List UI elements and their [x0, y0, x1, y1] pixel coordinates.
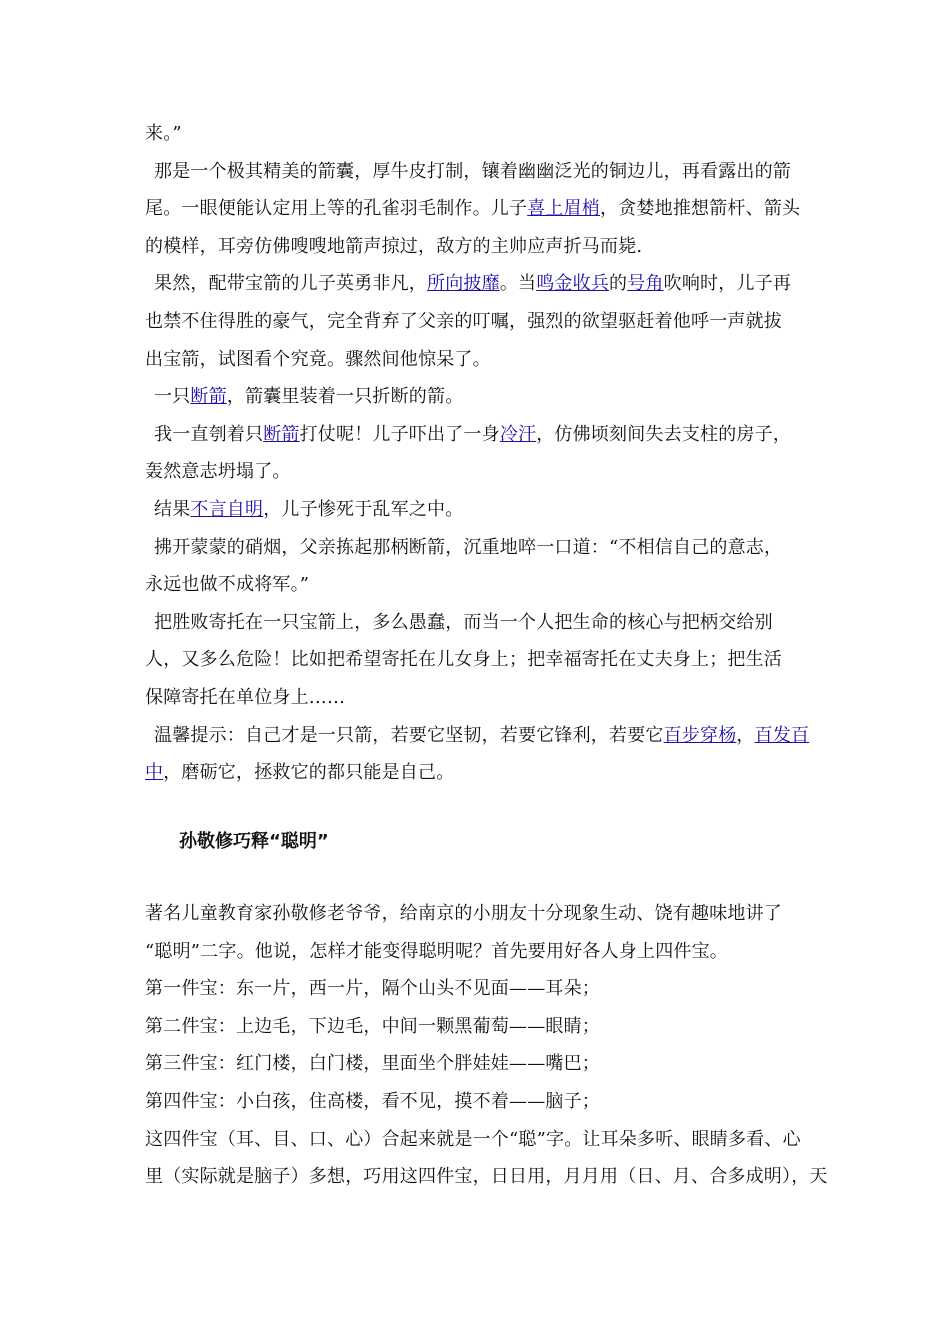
line-text: 把胜败寄托在一只宝箭上，多么愚蠢，而当一个人把生命的核心与把柄交给别	[154, 611, 773, 633]
line-text: 第三件宝：红门楼，白门楼，里面坐个胖娃娃——嘴巴；	[145, 1053, 600, 1075]
line-text: 我一直刳着只	[154, 423, 264, 445]
line-text: 。当	[499, 273, 537, 295]
link-bu-yan-zi-ming[interactable]: 不言自明	[190, 498, 264, 520]
line-text: ，箭囊里装着一只折断的箭。	[226, 386, 464, 408]
line-text: “聪明”二字。他说，怎样才能变得聪明呢？首先要用好各人身上四件宝。	[145, 940, 729, 962]
line-text: ，磨砺它，拯救它的都只能是自己。	[163, 762, 455, 784]
link-bai-fa-bai-zhong-cont[interactable]: 中	[145, 762, 164, 784]
line-text: 果然，配带宝箭的儿子英勇非凡，	[154, 273, 427, 295]
text-line	[145, 933, 815, 971]
line-text: 里（实际就是脑子）多想，巧用这四件宝，日日用，月月用（日、月、合多成明），天	[145, 1166, 828, 1188]
line-text: 第四件宝：小白孩，住高楼，看不见，摸不着——脑子；	[145, 1090, 600, 1112]
text-line	[145, 1008, 815, 1046]
line-text: 也禁不住得胜的豪气，完全背弃了父亲的叮嘱，强烈的欲望驱赶着他呼一声就拔	[145, 310, 782, 332]
text-line	[145, 265, 815, 303]
link-bai-bu-chuan-yang[interactable]: 百步穿杨	[663, 724, 737, 746]
link-xi-shang-mei-shao[interactable]: 喜上眉梢	[527, 198, 601, 220]
line-text: 人，又多么危险！比如把希望寄托在儿女身上；把幸福寄托在丈夫身上；把生活	[145, 649, 782, 671]
text-line	[145, 1045, 815, 1083]
line-text: 著名儿童教育家孙敬修老爷爷，给南京的小朋友十分现象生动、饶有趣味地讲了	[145, 903, 782, 924]
text-line	[145, 115, 815, 153]
text-line	[145, 604, 815, 642]
line-text: ，	[736, 724, 755, 746]
section-title: 孙敬修巧释“聪明”	[179, 831, 329, 852]
line-text: 的	[609, 273, 628, 295]
text-line	[145, 895, 815, 933]
link-duan-jian-2[interactable]: 断箭	[263, 423, 300, 445]
link-suo-xiang-pi-mi[interactable]: 所向披靡	[427, 273, 500, 295]
line-text: 出宝箭，试图看个究竟。骤然间他惊呆了。	[145, 348, 491, 370]
link-bai-fa-bai-zhong[interactable]: 百发百	[754, 724, 810, 746]
text-line	[145, 1083, 815, 1121]
line-text: ，儿子惨死于乱军之中。	[263, 498, 464, 520]
text-line	[145, 303, 815, 341]
line-text: 温馨提示：自己才是一只箭，若要它坚韧，若要它锋利，若要它	[154, 724, 664, 746]
text-line	[145, 491, 815, 529]
text-line	[145, 1158, 828, 1196]
story-text	[145, 115, 815, 792]
line-text: 第二件宝：上边毛，下边毛，中间一颗黑葡萄——眼睛；	[145, 1015, 600, 1037]
line-text: 拂开蒙蒙的硝烟，父亲拣起那柄断箭，沉重地啐一口道：“不相信自己的意志，	[154, 536, 783, 558]
line-text: 这四件宝（耳、目、口、心）合起来就是一个“聪”字。让耳朵多听、眼睛多看、心	[145, 1128, 801, 1150]
text-line	[145, 1121, 815, 1159]
line-text: ，贪婪地推想箭杆、箭头	[600, 198, 801, 220]
line-text: 来。”	[145, 123, 182, 144]
text-line	[145, 453, 815, 491]
link-duan-jian[interactable]: 断箭	[190, 386, 227, 408]
link-hao-jiao[interactable]: 号角	[627, 273, 664, 295]
line-text: 第一件宝：东一片，西一片，隔个山头不见面——耳朵；	[145, 978, 600, 1000]
line-text: 尾。一眼便能认定用上等的孔雀羽毛制作。儿子	[145, 198, 528, 220]
text-line	[145, 153, 815, 191]
text-line	[145, 341, 815, 379]
text-line	[145, 378, 815, 416]
text-line	[145, 529, 815, 567]
text-line	[145, 717, 815, 755]
text-line	[145, 641, 815, 679]
text-line	[145, 679, 815, 717]
text-line	[145, 228, 815, 266]
line-text: 保障寄托在单位身上……	[145, 686, 346, 708]
text-line	[145, 754, 815, 792]
line-text: 吹响时，儿子再	[663, 273, 792, 295]
line-text: 打仗呢！儿子吓出了一身	[299, 423, 500, 445]
text-line	[145, 970, 815, 1008]
text-line	[145, 566, 815, 604]
line-text: 一只	[154, 386, 191, 408]
line-text: 那是一个极其精美的箭囊，厚牛皮打制，镶着幽幽泛光的铜边儿，再看露出的箭	[154, 160, 791, 182]
text-line	[145, 416, 815, 454]
link-leng-han[interactable]: 冷汗	[499, 423, 537, 445]
line-text: 结果	[154, 498, 191, 520]
line-text: 的模样，耳旁仿佛嗖嗖地箭声掠过，敌方的主帅应声折马而毙.	[145, 235, 643, 257]
line-text: ，仿佛顷刻间失去支柱的房子，	[536, 423, 792, 445]
article-text	[145, 895, 828, 1196]
text-line	[145, 190, 815, 228]
line-text: 永远也做不成将军。”	[145, 574, 310, 596]
link-ming-jin-shou-bing[interactable]: 鸣金收兵	[536, 273, 610, 295]
line-text: 轰然意志坍塌了。	[145, 461, 291, 483]
